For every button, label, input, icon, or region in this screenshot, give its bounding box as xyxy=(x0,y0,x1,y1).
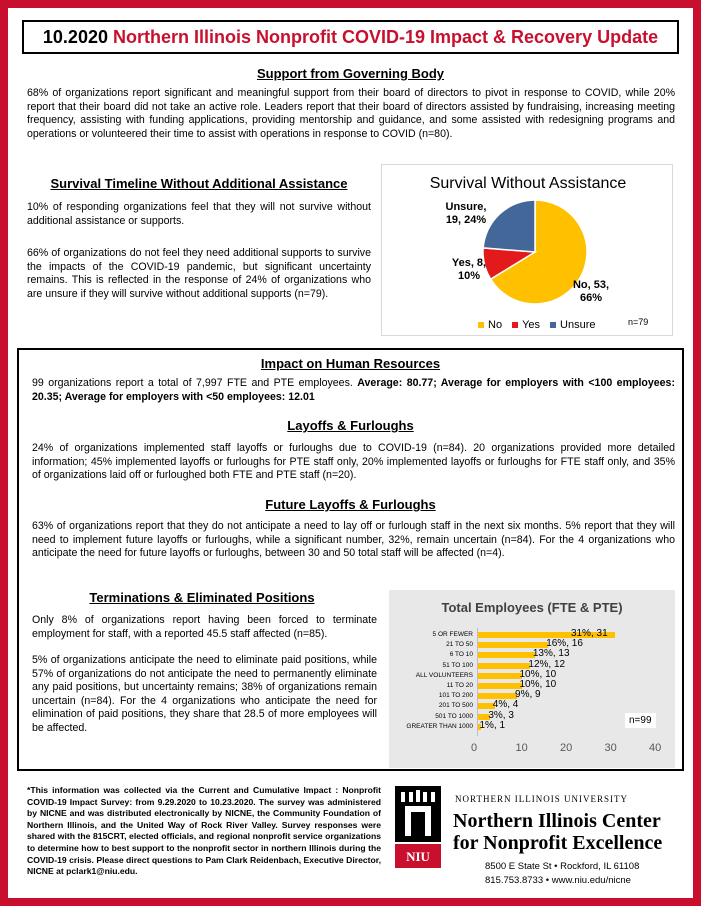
bar-title: Total Employees (FTE & PTE) xyxy=(441,600,623,615)
bar-category-label: 11 TO 20 xyxy=(446,682,473,689)
pie-title: Survival Without Assistance xyxy=(429,175,627,192)
bar-category-label: 5 OR FEWER xyxy=(432,631,473,638)
center-name: Northern Illinois Center for Nonprofit Excellence xyxy=(453,810,663,854)
bar-plot-area xyxy=(389,590,675,768)
bar-data-label: 10%, 10 xyxy=(519,668,557,680)
bar-n-note: n=99 xyxy=(625,713,656,728)
bar-category-label: 51 TO 100 xyxy=(442,661,473,669)
survival-pie-chart xyxy=(381,164,673,336)
bar-data-label: 12%, 12 xyxy=(528,658,566,670)
bar-data-label: 4%, 4 xyxy=(492,699,519,711)
bar-x-tick: 20 xyxy=(560,742,573,754)
bar-x-tick: 0 xyxy=(471,742,478,754)
pie-label-yes: Yes, 8, 10% xyxy=(451,257,487,282)
title-date: 10.2020 xyxy=(42,27,108,47)
layoffs-heading: Layoffs & Furloughs xyxy=(287,418,414,433)
university-name: NORTHERN ILLINOIS UNIVERSITY xyxy=(455,794,628,804)
title-text: Northern Illinois Nonprofit COVID-19 Impact & Recovery Update xyxy=(113,27,659,47)
governing-heading: Support from Governing Body xyxy=(256,66,445,81)
pie-svg xyxy=(382,165,674,337)
survival-heading: Survival Timeline Without Additional Assistance xyxy=(50,176,348,191)
bar-x-tick: 40 xyxy=(649,742,662,754)
bar-data-label: 31%, 31 xyxy=(570,628,608,639)
hr-heading: Impact on Human Resources xyxy=(260,356,441,371)
survival-p2: 66% of organizations do not feel they need additional supports to survive the impacts of the COVID-19 pandemic, but significant uncertainty remains. This is reflected in the response of 24% of organizations who are unsure if they will survive without additional supports (n=79). xyxy=(27,247,371,300)
legend-unsure: Unsure xyxy=(550,319,595,331)
bar-x-tick: 10 xyxy=(515,742,528,754)
pie-legend xyxy=(478,319,595,331)
employees-bar-chart xyxy=(389,590,675,768)
bar xyxy=(477,693,517,699)
pie-label-unsure: Unsure, 19, 24% xyxy=(445,201,487,226)
terminations-p1: Only 8% of organizations report having been forced to terminate employment for staff, with a reported 45.5 staff affected (n=85). xyxy=(32,614,377,640)
bar-category-label: 6 TO 10 xyxy=(449,651,473,659)
bar-category-label: 101 TO 200 xyxy=(438,692,473,700)
bar-category-label: GREATER THAN 1000 xyxy=(406,722,473,730)
pie-n-note: n=79 xyxy=(628,317,649,327)
bar xyxy=(477,683,522,689)
legend-yes: Yes xyxy=(512,319,540,331)
layoffs-text: 24% of organizations implemented staff layoffs or furloughs due to COVID-19 (n=84). 20 organizations provided more detailed information; 45% implemented layoffs or furloughs for PTE staff only, 20% implemented layoffs or furloughs for FTE staff only, and 35% of organizations laid off or furloughed both FTE and PTE staff (n=20). xyxy=(32,442,675,482)
future-heading: Future Layoffs & Furloughs xyxy=(265,497,436,512)
future-text: 63% of organizations report that they do not anticipate a need to lay off or furlough staff in the next six months. 5% report that they will need to implement future layoffs or furloughs, while a significant number, 32%, remain uncertain (n=84). For the 4 organizations who anticipate the need for future layoffs or furloughs, between 30 and 50 total staff will be affected (n=4). xyxy=(32,520,675,560)
contact: 815.753.8733 • www.niu.edu/nicne xyxy=(485,875,631,886)
bar-category-label: 501 TO 1000 xyxy=(435,712,473,720)
survival-p1: 10% of responding organizations feel that they will not survive without additional assistance or supports. xyxy=(27,201,371,227)
bar-category-label: 21 TO 50 xyxy=(446,641,473,649)
bar xyxy=(477,663,530,669)
address: 8500 E State St • Rockford, IL 61108 xyxy=(485,861,640,872)
logo-text: NIU xyxy=(406,849,430,864)
bar-category-label: 201 TO 500 xyxy=(438,702,473,710)
terminations-heading: Terminations & Eliminated Positions xyxy=(89,590,315,605)
bar-data-label: 3%, 3 xyxy=(488,709,514,721)
bar-data-label: 1%, 1 xyxy=(479,719,506,731)
bar xyxy=(477,642,548,648)
hr-text: 99 organizations report a total of 7,997 FTE and PTE employees. Average: 80.77; Average for employers with <100 employees: 20.35; Average for employers with <50 employees: 12.01 xyxy=(32,377,675,403)
page-title xyxy=(22,20,679,54)
niu-logo xyxy=(395,786,441,868)
pie-label-no: No, 53, 66% xyxy=(572,279,610,304)
bar-data-label: 13%, 13 xyxy=(532,648,570,660)
footnote: *This information was collected via the Current and Cumulative Impact : Nonprofit COVID-19 Impact Survey: from 9.29.2020 to 10.23.2020. The survey was administered by NICNE and was distributed electronically by NICNE, the Community Foundation of Northern Illinois, and the United Way of Rock River Valley. Survey responses were shared with the 815CRT, elected officials, and regional nonprofit service organizations to determine how to best support to the nonprofit sector in northern Illinois during the COVID-19 crisis. Please direct questions to Pam Clark Reidenbach, Executive Director, NICNE at pclark1@niu.edu. xyxy=(27,785,381,877)
legend-no: No xyxy=(478,319,502,331)
bar-data-label: 16%, 16 xyxy=(546,638,583,650)
branding-block xyxy=(393,784,688,900)
bar-category-label: ALL VOLUNTEERS xyxy=(415,671,473,679)
bar xyxy=(477,673,522,679)
bar-data-label: 9%, 9 xyxy=(515,689,541,701)
governing-text: 68% of organizations report significant and meaningful support from their board of directors to pivot in response to COVID, while 20% report that their board did not take an active role. Leaders report that their board of directors assisted by fundraising, increasing meeting frequency, assisting with funding applications, providing mentorship and guidance, and some assisted with redesigning programs and operations or volunteered their time to assist with operations in response to COVID (n=80). xyxy=(27,87,675,140)
terminations-p2: 5% of organizations anticipate the need to eliminate paid positions, while 57% of organizations do not anticipate the need to permanently eliminate any paid positions, but uncertainty remains; 38% of organizations remain uncertain (n=84). For the 4 organizations who anticipate the need for elimination of paid positions, they share that 28.5 of more employees will be affected. xyxy=(32,654,377,734)
bar-data-label: 10%, 10 xyxy=(519,679,557,690)
bar-x-tick: 30 xyxy=(604,742,617,754)
bar xyxy=(477,652,535,658)
bar-axis-line xyxy=(477,628,478,736)
